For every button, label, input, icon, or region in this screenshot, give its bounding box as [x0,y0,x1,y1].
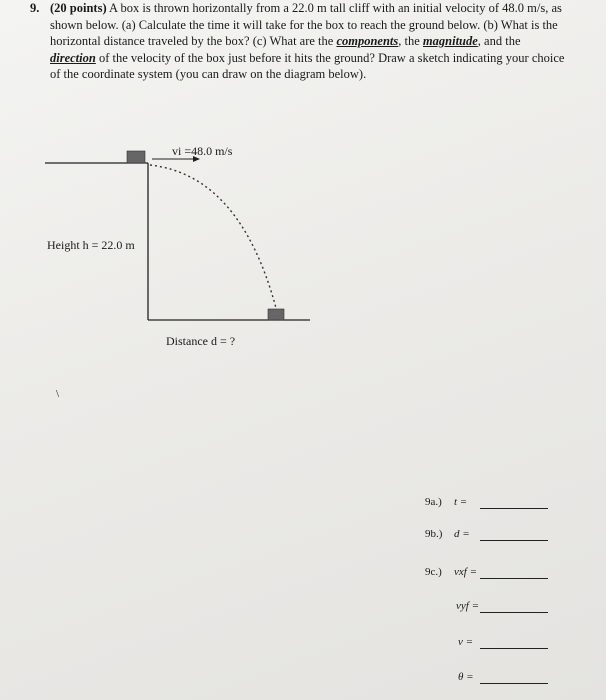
answer-variable: d = [454,528,470,540]
keyword-magnitude: magnitude [422,34,478,48]
answer-variable: t = [454,496,468,508]
answer-row-v [410,636,560,652]
velocity-label: vi =48.0 m/s [172,144,233,158]
answer-variable: vyf = [456,600,479,612]
problem-number: 9. [30,1,40,15]
answer-variable: θ = [458,671,474,683]
answer-blank[interactable] [480,508,548,509]
stray-pen-mark: \ [56,388,60,400]
answer-row-vyf [410,600,560,616]
answer-row-theta [410,671,560,687]
answer-label: 9b.) [425,528,443,540]
answer-blank[interactable] [480,612,548,613]
answer-blank[interactable] [480,683,548,684]
answer-row-9b [410,528,560,544]
answer-blank[interactable] [480,540,548,541]
keyword-components: components [336,34,399,48]
answer-row-9a [410,496,560,512]
answer-blank[interactable] [480,578,548,579]
box-start [127,151,145,163]
answer-variable: v = [458,636,474,648]
problem-text-1: A box is thrown horizontally from a 22.0 m tall cliff with an initial velocity of 48.0 m/s, as shown below. (a) Calculate the time it will take for the box to reach the ground below. (b) What is the horizontal distance traveled by the box? (c) What are the [50,1,562,48]
problem-text-4: of the velocity of the box just before it hits the ground? Draw a sketch indicating your choice of the coordinate system (you can draw on the diagram below). [50,50,565,81]
problem-points: (20 points) [50,1,107,15]
problem-text-3: , and the [477,34,521,48]
answer-row-9c [410,566,560,582]
height-label: Height h = 22.0 m [47,238,135,252]
problem-text-2: , the [398,34,423,48]
answer-label: 9a.) [425,496,442,508]
answer-variable: vxf = [454,566,477,578]
trajectory-path [150,165,276,308]
keyword-direction: direction [50,50,96,65]
answer-label: 9c.) [425,566,442,578]
distance-label: Distance d = ? [166,334,236,348]
box-end [268,309,284,320]
answer-blank[interactable] [480,648,548,649]
